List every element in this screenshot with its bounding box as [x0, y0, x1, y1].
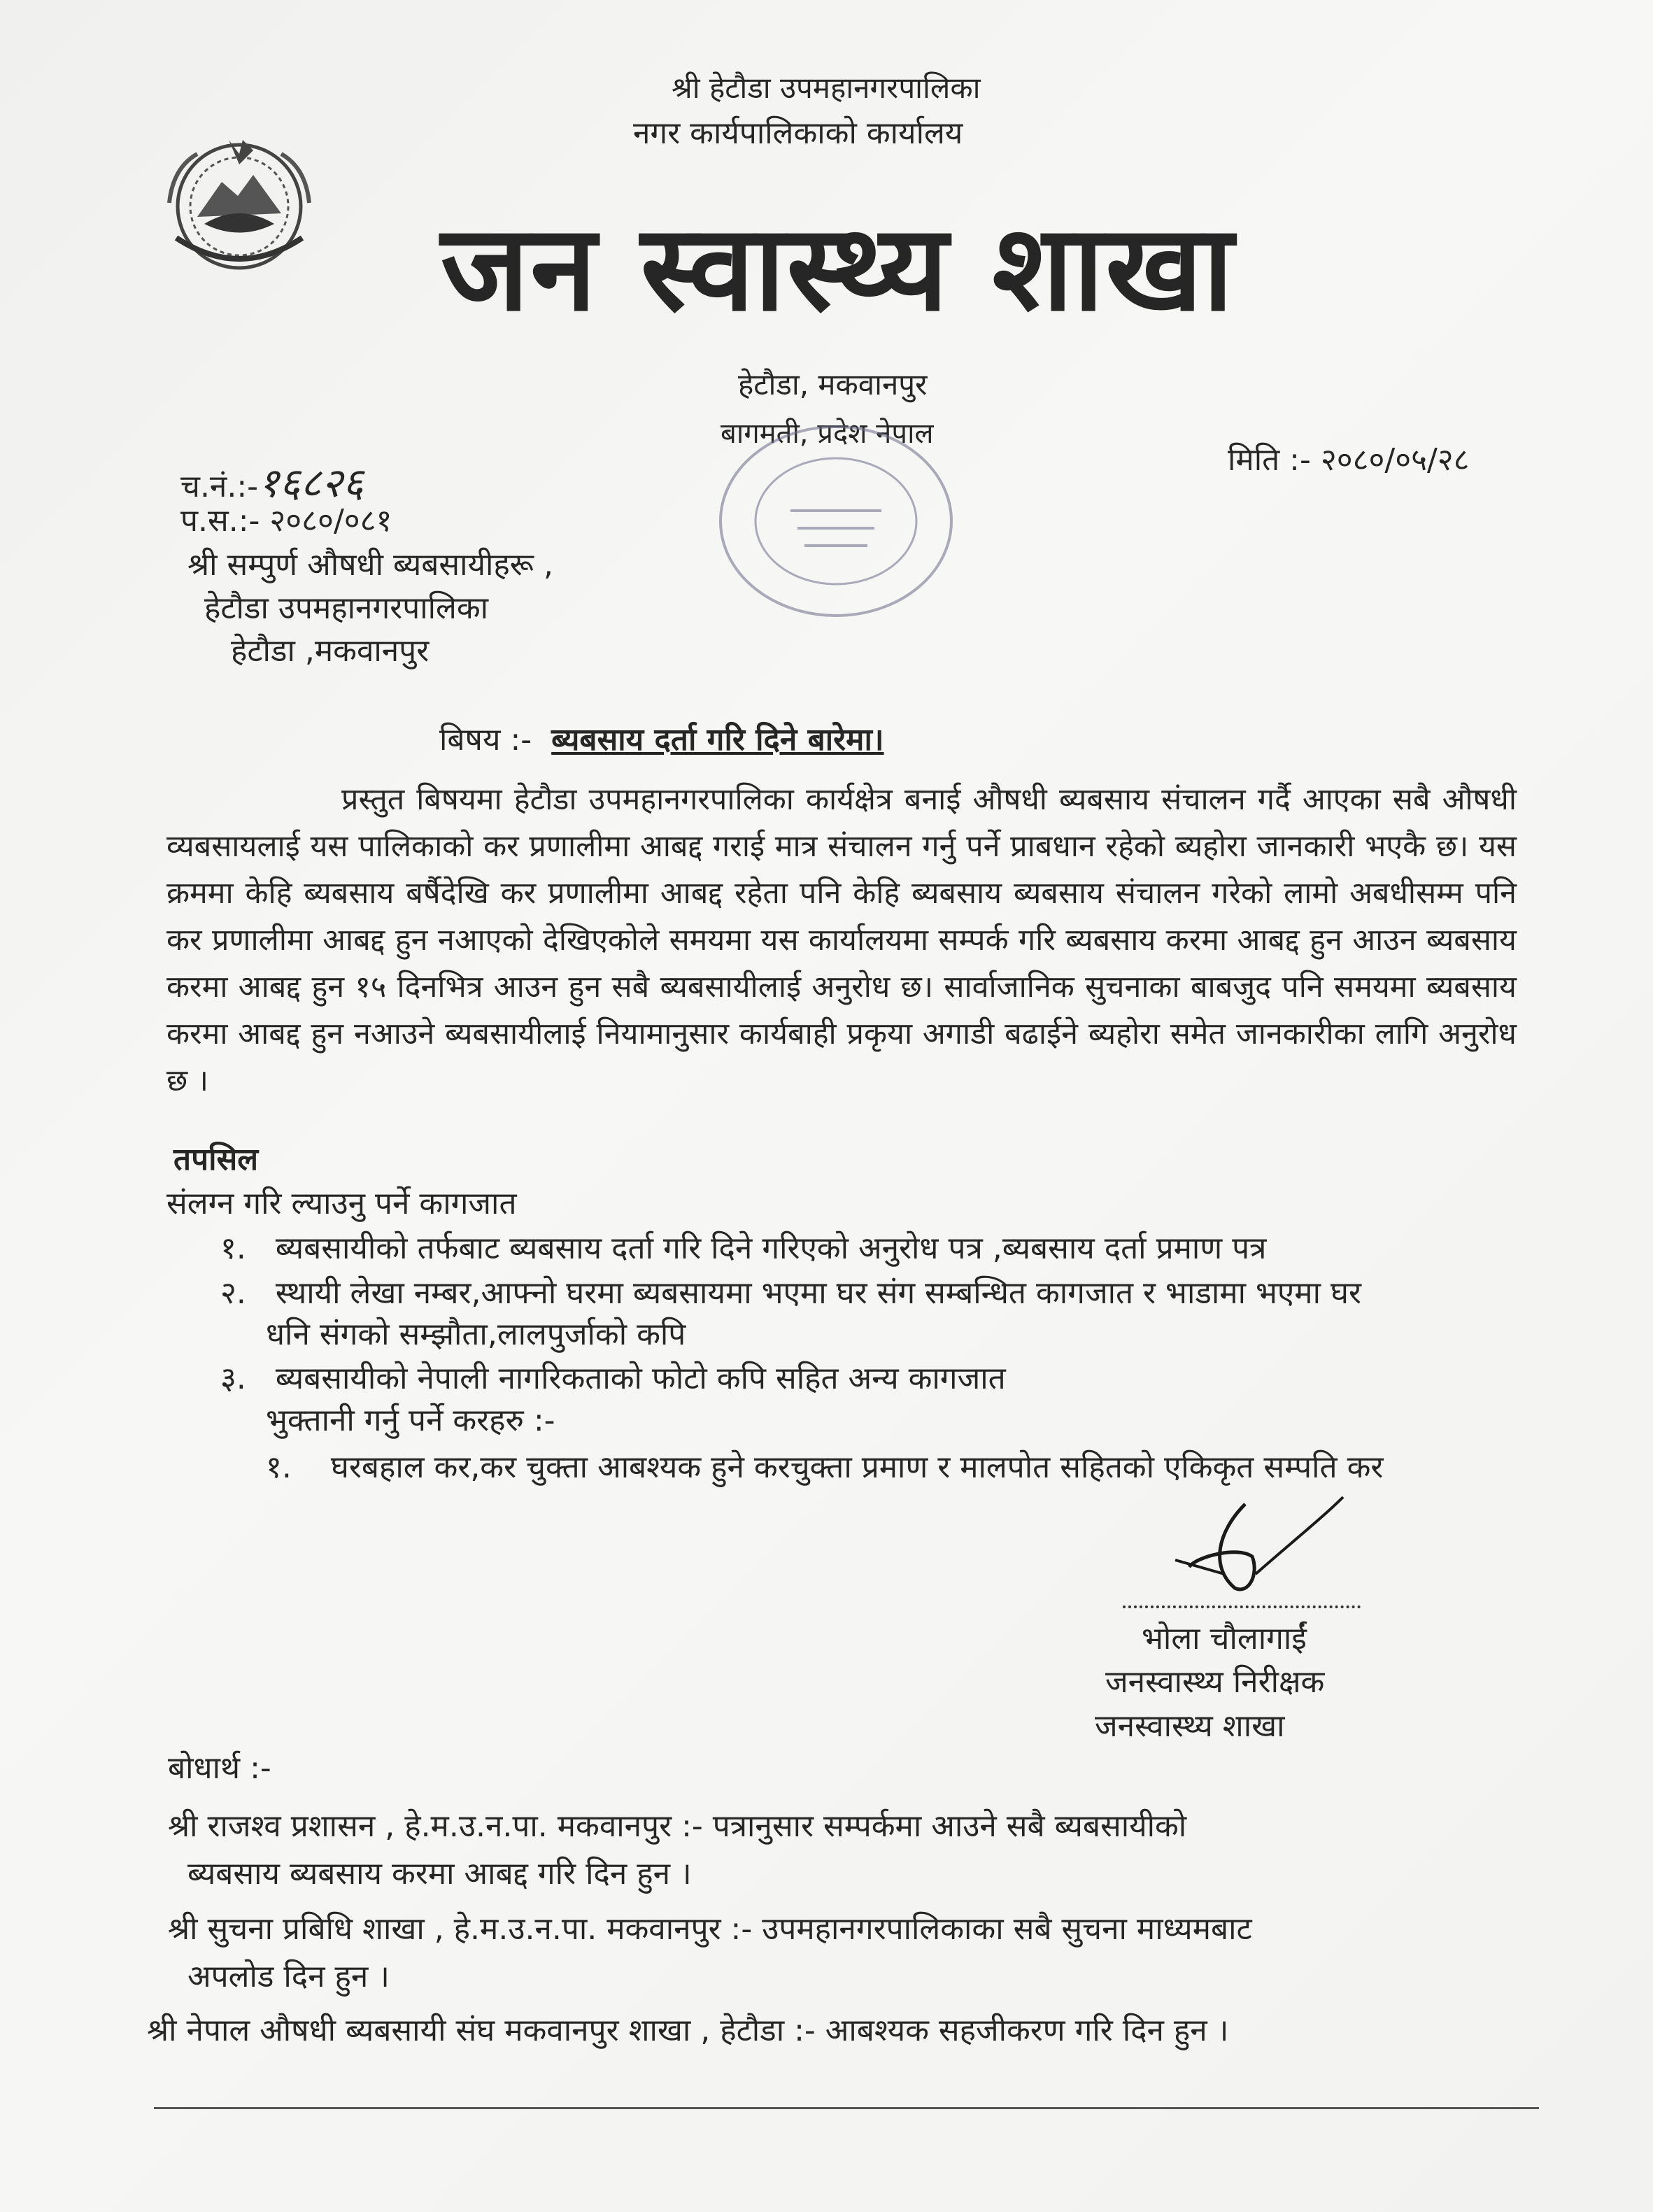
docs-heading: संलग्न गरि ल्याउनु पर्ने कागजात [166, 1186, 517, 1221]
list-item [220, 1270, 1361, 1312]
tax-item [266, 1445, 1383, 1487]
official-stamp-icon [707, 413, 965, 630]
date-label: मिति :- [1228, 442, 1311, 478]
address-line1: हेटौडा, मकवानपुर [738, 367, 928, 402]
fiscal-label: प.स.:- [180, 503, 260, 539]
date-value: २०८०/०५/२८ [1320, 442, 1470, 478]
cc-label: बोधार्थ :- [168, 1750, 271, 1786]
recipient-line2: हेटौडा उपमहानगरपालिका [204, 590, 489, 626]
signatory-name: भोला चौलागाईं [1142, 1621, 1307, 1657]
subject [439, 717, 884, 759]
page-title: जन स्वास्थ्य शाखा [441, 199, 1235, 338]
cc-line: श्री सुचना प्रबिधि शाखा , हे.म.उ.न.पा. मकवानपुर :- उपमहानगरपालिकाका सबै सुचना माध्यमबाट [168, 1911, 1252, 1947]
tax-heading: भुक्तानी गर्नु पर्ने करहरु :- [266, 1403, 555, 1438]
signatory-office: जनस्वास्थ्य शाखा [1095, 1708, 1285, 1744]
subject-label: बिषय :- [439, 722, 532, 758]
org-name-line1: श्री हेटौडा उपमहानगरपालिका [672, 71, 981, 105]
dispatch-label: च.नं.:- [180, 469, 259, 504]
list-item-text: स्थायी लेखा नम्बर,आफ्नो घरमा ब्यबसायमा भएमा घर संग सम्बन्धित कागजात र भाडामा भएमा घर [275, 1275, 1361, 1311]
cc-line: अपलोड दिन हुन । [187, 1959, 390, 1994]
list-item [220, 1356, 1006, 1398]
subject-value: ब्यबसाय दर्ता गरि दिने बारेमा। [551, 722, 884, 758]
recipient-line1: श्री सम्पुर्ण औषधी ब्यबसायीहरू , [187, 547, 553, 583]
list-item-number: १. [220, 1231, 246, 1266]
government-emblem-icon [155, 126, 330, 276]
list-item-number: ३. [220, 1361, 246, 1396]
footer-divider [154, 2107, 1539, 2109]
dispatch-value: १६८२६ [258, 459, 364, 506]
signatory-designation: जनस्वास्थ्य निरीक्षक [1105, 1664, 1325, 1700]
fiscal-year [180, 498, 392, 540]
signature-line [1123, 1605, 1361, 1608]
signature-icon [1168, 1490, 1378, 1602]
list-item-number: २. [220, 1275, 246, 1311]
cc-line: श्री राजश्व प्रशासन , हे.म.उ.न.पा. मकवानपुर :- पत्रानुसार सम्पर्कमा आउने सबै ब्यबसायीको [168, 1808, 1187, 1844]
body-paragraph: प्रस्तुत बिषयमा हेटौडा उपमहानगरपालिका कार्यक्षेत्र बनाई औषधी ब्यबसाय संचालन गर्दै आएका सबै औषधी व्यबसायलाई यस पालिकाको कर प्रणालीमा आबद्द गराई मात्र संचालन गर्नु पर्ने प्राबधान रहेको ब्यहोरा जानकारी भएकै छ। यस क्रममा केहि ब्यबसाय बर्षैदेखि कर प्रणालीमा आबद्द रहेता पनि केहि ब्यबसाय ब्यबसाय संचालन गरेको लामो अबधीसम्म पनि कर प्रणालीमा आबद्द हुन नआएको देखिएकोले समयमा यस कार्यालयमा सम्पर्क गरि ब्यबसाय करमा आबद्द हुन आउन ब्यबसाय करमा आबद्द हुन १५ दिनभित्र आउन हुन सबै ब्यबसायीलाई अनुरोध छ। सार्वाजानिक सुचनाका बाबजुद पनि समयमा ब्यबसाय करमा आबद्द हुन नआउने ब्यबसायीलाई नियामानुसार कार्यबाही प्रकृया अगाडी बढाईने ब्यहोरा समेत जानकारीका लागि अनुरोध छ । [166, 782, 1517, 1098]
tax-item-text: घरबहाल कर,कर चुक्ता आबश्यक हुने करचुक्ता प्रमाण र मालपोत सहितको एकिकृत सम्पति कर [330, 1449, 1384, 1485]
recipient-line3: हेटौडा ,मकवानपुर [231, 633, 430, 669]
list-item-continuation: धनि संगको सम्झौता,लालपुर्जाको कपि [266, 1317, 686, 1352]
tax-item-number: १. [266, 1449, 292, 1485]
list-item [220, 1226, 1266, 1268]
list-item-text: ब्यबसायीको तर्फबाट ब्यबसाय दर्ता गरि दिने गरिएको अनुरोध पत्र ,ब्यबसाय दर्ता प्रमाण पत्र [275, 1231, 1267, 1266]
org-name-line2: नगर कार्यपालिकाको कार्यालय [633, 115, 963, 151]
details-heading: तपसिल [173, 1142, 259, 1177]
cc-line: श्री नेपाल औषधी ब्यबसायी संघ मकवानपुर शाखा , हेटौडा :- आबश्यक सहजीकरण गरि दिन हुन । [147, 2013, 1229, 2048]
cc-line: ब्यबसाय ब्यबसाय करमा आबद्द गरि दिन हुन । [187, 1856, 692, 1892]
fiscal-value: २०८०/०८१ [269, 503, 392, 539]
address-line2: बागमती, प्रदेश नेपाल [721, 418, 934, 450]
date [1228, 437, 1470, 479]
list-item-text: ब्यबसायीको नेपाली नागरिकताको फोटो कपि सहित अन्य कागजात [275, 1361, 1006, 1396]
